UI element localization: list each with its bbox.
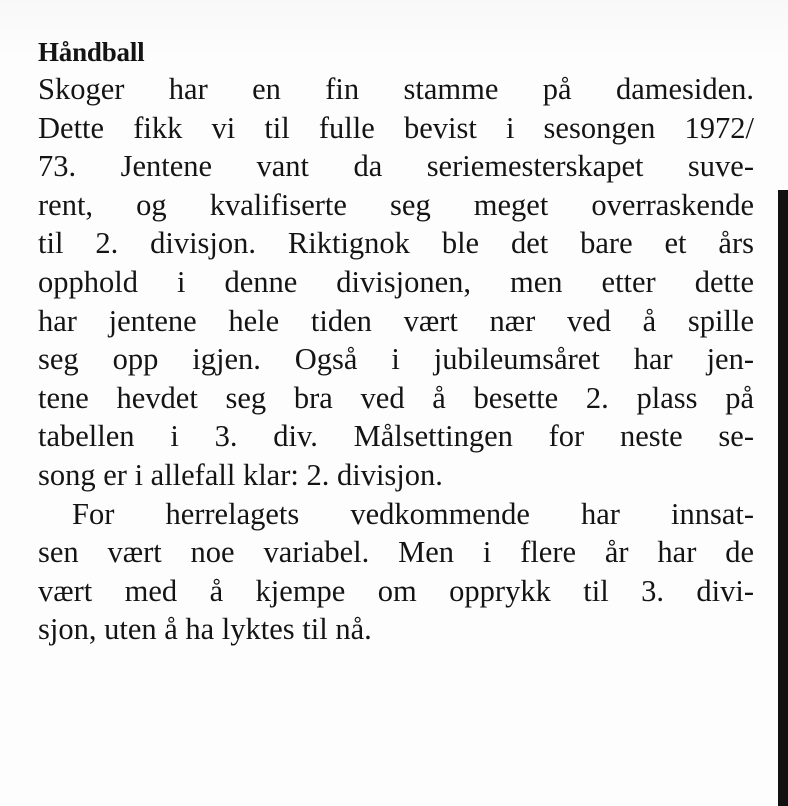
text-line: rent, og kvalifiserte seg meget overraskende	[38, 187, 754, 222]
text-line: 73. Jentene vant da seriemesterskapet suve-	[38, 149, 754, 184]
text-line: seg opp igjen. Også i jubileumsåret har jen-	[38, 342, 754, 377]
article	[38, 34, 754, 649]
paragraph-2	[38, 495, 754, 649]
text-line: opphold i denne divisjonen, men etter dette	[38, 264, 754, 299]
paragraph-1	[38, 70, 754, 495]
text-line: song er i allefall klar: 2. divisjon.	[38, 457, 443, 492]
text-line: til 2. divisjon. Riktignok ble det bare et års	[38, 226, 754, 261]
text-line: Skoger har en fin stamme på damesiden.	[38, 72, 754, 106]
text-line: Dette fikk vi til fulle bevist i sesongen 1972/	[38, 110, 754, 145]
text-line: har jentene hele tiden vært nær ved å spille	[38, 303, 754, 338]
text-line: For herrelagets vedkommende har innsat-	[72, 496, 754, 531]
article-heading: Håndball	[38, 37, 145, 67]
text-line: tene hevdet seg bra ved å besette 2. plass på	[38, 380, 754, 415]
text-line: sen vært noe variabel. Men i flere år har de	[38, 535, 754, 570]
text-line: sjon, uten å ha lyktes til nå.	[38, 612, 372, 647]
text-line: tabellen i 3. div. Målsettingen for neste se-	[38, 419, 754, 454]
text-line: vært med å kjempe om opprykk til 3. divi-	[38, 573, 754, 608]
page-edge-bar	[778, 190, 788, 806]
